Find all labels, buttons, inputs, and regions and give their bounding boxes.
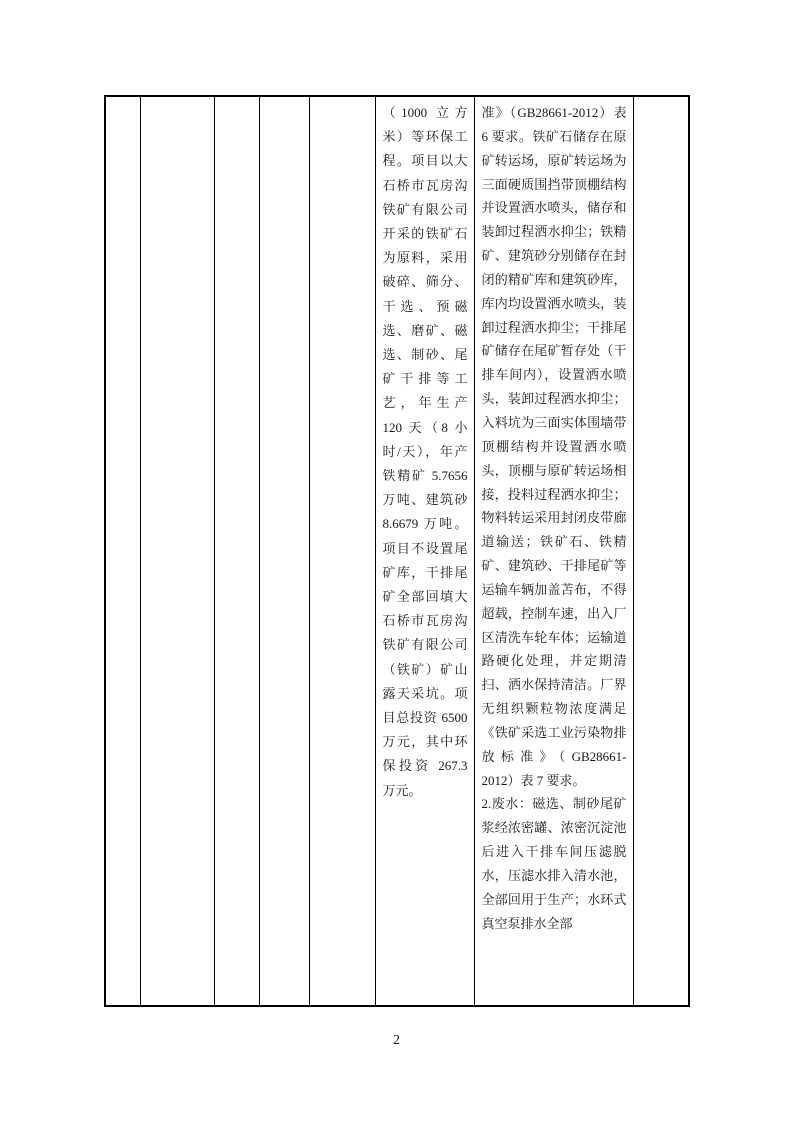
table-cell-empty-1 bbox=[105, 96, 140, 1006]
table-cell-env-measures bbox=[474, 96, 633, 1006]
table-cell-empty-3 bbox=[214, 96, 259, 1006]
env-measures-paragraph-wastewater: 2.废水：磁选、制砂尾矿浆经浓密罐、浓密沉淀池后进入干排车间压滤脱水，压滤水排入清水池，全部回用于生产；水环式真空泵排水全部 bbox=[481, 796, 627, 931]
table-cell-empty-2 bbox=[140, 96, 214, 1006]
table-cell-empty-4 bbox=[259, 96, 309, 1006]
table-row bbox=[105, 96, 689, 1006]
approval-table bbox=[104, 95, 690, 1007]
page-number: 2 bbox=[393, 1033, 400, 1048]
table-cell-empty-5 bbox=[309, 96, 375, 1006]
table-cell-project-overview bbox=[375, 96, 474, 1006]
table-cell-empty-6 bbox=[633, 96, 689, 1006]
project-overview-text: （1000 立方米）等环保工程。项目以大石桥市瓦房沟铁矿有限公司开采的铁矿石为原料，采用破碎、筛分、干选、预磁选、磨矿、磁选、制砂、尾矿干排等工艺，年生产 120 天（8 小时/天），年产铁精矿 5.7656 万吨、建筑砂 8.6679 万吨。项目不设置尾矿库，干排尾矿全部回填大石桥市瓦房沟铁矿有限公司（铁矿）矿山露天采坑。项目总投资 6500 万元，其中环保投资 267.3 万元。 bbox=[382, 105, 468, 798]
env-measures-paragraph-dust: 准》（GB28661-2012）表 6 要求。铁矿石储存在原矿转运场，原矿转运场为三面硬质围挡带顶棚结构并设置洒水喷头，储存和装卸过程洒水抑尘；铁精矿、建筑砂分别储存在封闭的精矿库和建筑砂库，库内均设置洒水喷头，装卸过程洒水抑尘；干排尾矿储存在尾矿暂存处（干排车间内），设置洒水喷头，装卸过程洒水抑尘；入料坑为三面实体围墙带顶棚结构并设置洒水喷头，顶棚与原矿转运场相接，投料过程洒水抑尘；物料转运采用封闭皮带廊道输送；铁矿石、铁精矿、建筑砂、干排尾矿等运输车辆加盖苫布，不得超载，控制车速，出入厂区清洗车轮车体；运输道路硬化处理，并定期清扫、洒水保持清洁。厂界无组织颗粒物浓度满足《铁矿采选工业污染物排放标准》（GB28661-2012）表 7 要求。 bbox=[481, 105, 627, 788]
env-measures-text bbox=[475, 97, 633, 936]
